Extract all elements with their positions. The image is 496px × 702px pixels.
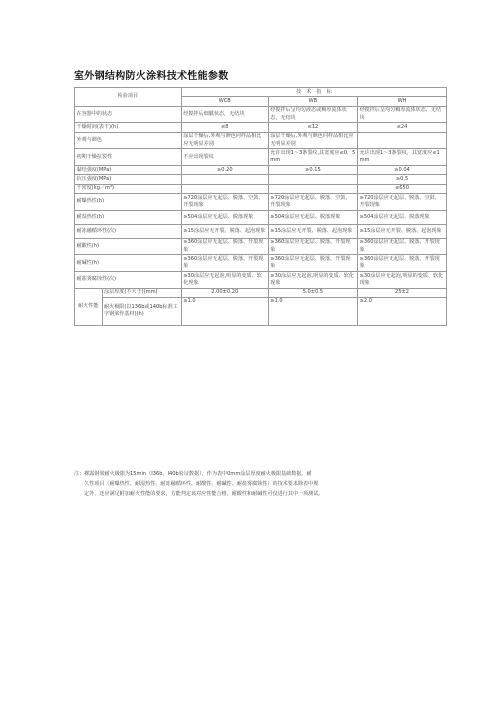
row-item-label: 黏结强度(MPa) [75, 165, 182, 174]
cell-wh: ≥0.5 [358, 175, 447, 184]
cell-wcb: ≤8 [181, 123, 268, 132]
cell-wh: ≥360涂层应无起层、脱落、开裂现象 [358, 238, 447, 255]
cell-wcb [181, 175, 268, 184]
cell-wb: ≥1.0 [268, 297, 357, 325]
cell-wh: 允许出现1～3条裂纹，其宽度应≤1mm [358, 149, 447, 166]
row-item-label: 耐火极限(以136b或140b标准工字钢梁作基材)(h) [102, 297, 181, 325]
cell-wcb: ≥360涂层应无起层、脱落、开裂现象 [181, 238, 268, 255]
header-wh: WH [358, 97, 447, 106]
footnote-line: 定外，还应满足附加耐火性能的要求，方能判定该对应性能合格。耐酸性和耐碱性可仅进行其中一项测试。 [84, 491, 324, 497]
cell-wb: ≥0.15 [268, 165, 357, 174]
cell-wb [268, 184, 357, 193]
table-row [75, 123, 447, 132]
table-row [75, 132, 447, 149]
cell-wh: ≥504涂层应无起层、脱落现象 [358, 210, 447, 224]
row-item-label: 干密度(kg／m³) [75, 184, 182, 193]
cell-wcb: 不应出现裂纹 [181, 149, 268, 166]
cell-wcb: ≥504涂层应无起层、脱落现象 [181, 210, 268, 224]
cell-wcb: ≥0.20 [181, 165, 268, 174]
table-row [75, 194, 447, 211]
header-wcb: WCB [181, 97, 268, 106]
row-item-label: 干燥时间(表干)(h) [75, 123, 182, 132]
table-row [75, 255, 447, 272]
cell-wh: 经搅拌后呈均匀稠厚流体状态，无结块 [358, 106, 447, 123]
table-row [75, 106, 447, 123]
header-wb: WB [268, 97, 357, 106]
cell-wb: 经搅拌后呈均匀液态或稠厚流体状态，无结块 [268, 106, 357, 123]
cell-wh: ≥30涂层应无起泡,明显的变质、软化现象 [358, 271, 447, 288]
row-item-label: 涂层厚度(不大于)(mm) [102, 288, 181, 297]
cell-wb: 涂层干燥后,外观与颜色同样品相比应无明显差别 [268, 132, 357, 149]
cell-wb: 5.0±0.5 [268, 288, 357, 297]
cell-wb: ≥504涂层应无起层、脱落现象 [268, 210, 357, 224]
row-item-label: 耐冻融循环性(次) [75, 224, 182, 238]
cell-wh: ≥15涂层应无开裂、脱落、起泡现象 [358, 224, 447, 238]
cell-wh: ≥720涂层应无起层、脱落、空鼓、开裂现象 [358, 194, 447, 211]
table-row [75, 224, 447, 238]
row-item-label: 在容器中的状态 [75, 106, 182, 123]
cell-wb: ≥360涂层应无起层、脱落、开裂现象 [268, 255, 357, 272]
table-row [75, 175, 447, 184]
row-item-label: 耐曝热性(h) [75, 194, 182, 211]
row-item-label: 抗压强度(MPa) [75, 175, 182, 184]
cell-wb: 允许出现1～3条裂纹,其宽度应≤0．5mm [268, 149, 357, 166]
row-item-label: 初期干燥抗裂性 [75, 149, 182, 166]
cell-wb: ≥30涂层应无起泡,明显的变质、软化现象 [268, 271, 357, 288]
cell-wcb: ≥1.0 [181, 297, 268, 325]
header-row-1 [75, 88, 447, 97]
row-item-label: 耐湿热性(h) [75, 210, 182, 224]
fire-group-label: 耐火性能 [75, 288, 103, 325]
cell-wb: ≥360涂层应无起层、脱落、开裂现象 [268, 238, 357, 255]
footnote-line: 注：裸露钢梁耐火极限为15min（I36b、I40b验证数据），作为表中0mm涂层厚度耐火极限基础数据。耐 [74, 471, 312, 477]
cell-wcb: 涂层干燥后,外观与颜色同样品相比应无明显差别 [181, 132, 268, 149]
footnote [74, 469, 450, 499]
table-row [75, 288, 447, 297]
cell-wb: ≥15涂层应无开裂、脱落、起泡现象 [268, 224, 357, 238]
cell-wcb: 经搅拌后细腻状态，无结块 [181, 106, 268, 123]
table-row [75, 184, 447, 193]
cell-wh: ≤650 [358, 184, 447, 193]
cell-wb: ≥720涂层应无起层、脱落、空鼓、开裂现象 [268, 194, 357, 211]
row-item-label: 耐碱性(h) [75, 255, 182, 272]
table-row [75, 210, 447, 224]
table-row [75, 271, 447, 288]
cell-wcb [181, 184, 268, 193]
cell-wh: ≤24 [358, 123, 447, 132]
cell-wcb: ≥360涂层应无起层、脱落、开裂现象 [181, 255, 268, 272]
row-item-label: 外观与颜色 [75, 132, 182, 149]
header-indicators: 技 术 指 标 [181, 88, 446, 97]
cell-wh: ≥2.0 [358, 297, 447, 325]
table-row [75, 238, 447, 255]
cell-wcb: ≥30涂层应无起泡,明显的变质、软化现象 [181, 271, 268, 288]
row-item-label: 耐酸性(h) [75, 238, 182, 255]
footnote-line: 久性项目（耐曝热性、耐湿热性、耐冻融循环性、耐酸性、耐碱性、耐盐雾腐蚀性）的技术要求除表中规 [84, 481, 319, 487]
table-row [75, 297, 447, 325]
cell-wh: ≥0.04 [358, 165, 447, 174]
cell-wb: ≤12 [268, 123, 357, 132]
row-item-label: 耐盐雾腐蚀性(次) [75, 271, 182, 288]
cell-wcb: ≥720涂层应无起层、脱落、空鼓、开裂现象 [181, 194, 268, 211]
table-row [75, 165, 447, 174]
cell-wh [358, 132, 447, 149]
spec-table [74, 87, 447, 326]
page-title: 室外钢结构防火涂料技术性能参数 [74, 71, 229, 82]
table-row [75, 149, 447, 166]
cell-wb [268, 175, 357, 184]
cell-wcb: ≥15涂层应无开裂、脱落、起泡现象 [181, 224, 268, 238]
header-item: 检验项目 [75, 88, 182, 107]
cell-wcb: 2.00±0.20 [181, 288, 268, 297]
cell-wh: ≥360涂层应无起层、脱落、开裂现象 [358, 255, 447, 272]
cell-wh: 25±2 [358, 288, 447, 297]
